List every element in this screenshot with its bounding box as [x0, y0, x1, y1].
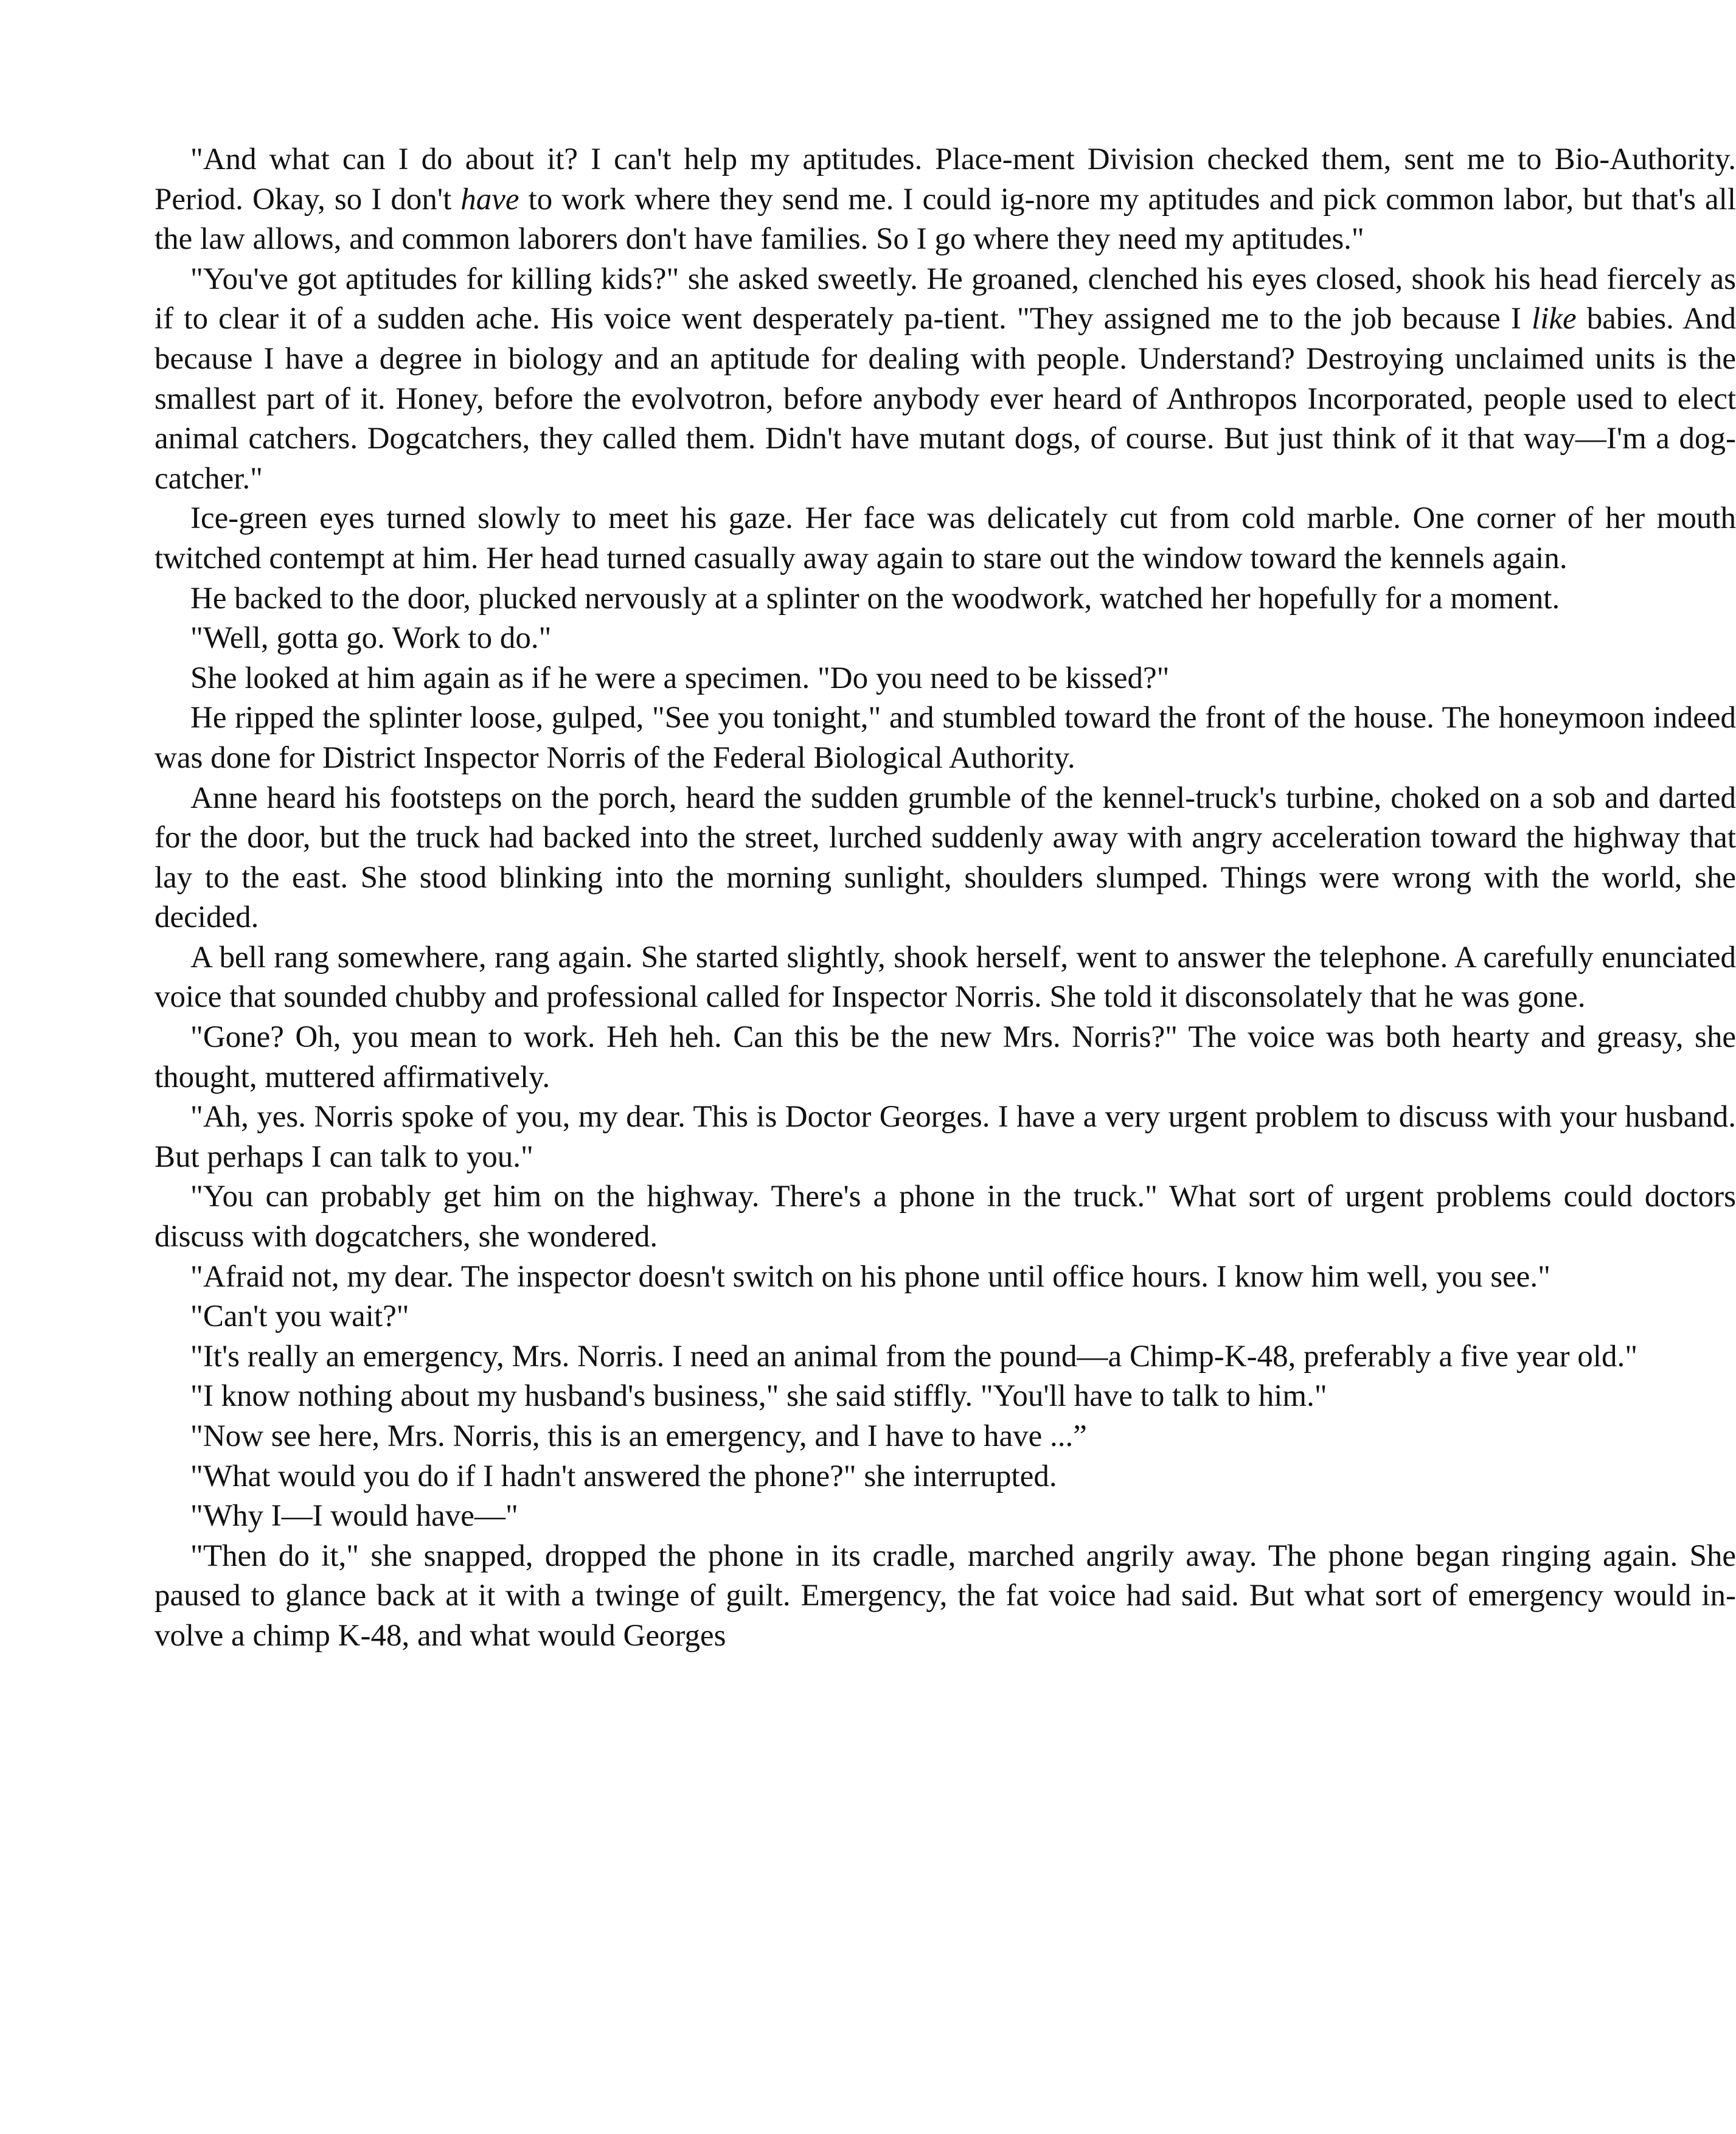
paragraph-9: A bell rang somewhere, rang again. She started slightly, shook herself, went to answer the telephone. A carefully enunciated voice that sounded chubby and professional called for Inspector Norris. She told it disconsolately that he was gone.: [155, 940, 1736, 1015]
paragraph-15: "It's really an emergency, Mrs. Norris. I need an animal from the pound—a Chimp-K-48, preferably a five year old.": [190, 1339, 1638, 1374]
paragraph-5: "Well, gotta go. Work to do.": [190, 621, 552, 656]
paragraph-11: "Ah, yes. Norris spoke of you, my dear. This is Doctor Georges. I have a very urgent problem to discuss with your husband. But perhaps I can talk to you.": [155, 1100, 1736, 1174]
paragraph-13: "Afraid not, my dear. The inspector doesn't switch on his phone until office hours. I know him well, you see.": [190, 1259, 1550, 1294]
paragraph-20: "Then do it," she snapped, dropped the phone in its cradle, marched angrily away. The phone began ringing again. She paused to glance back at it with a twinge of guilt. Emergency, the fat voice had said. But what sort of emergency would in-volve a chimp K-48, and what would Georges: [155, 1538, 1736, 1653]
paragraph-7: He ripped the splinter loose, gulped, "See you tonight," and stumbled toward the front of the house. The honeymoon indeed was done for District Inspector Norris of the Federal Biological Authority.: [155, 701, 1736, 775]
body-text: [155, 140, 1736, 1656]
paragraph-3: Ice-green eyes turned slowly to meet his gaze. Her face was delicately cut from cold marble. One corner of her mouth twitched contempt at him. Her head turned casually away again to stare out the window toward the kennels again.: [155, 501, 1736, 575]
paragraph-16: "I know nothing about my husband's business," she said stiffly. "You'll have to talk to him.": [190, 1379, 1327, 1414]
paragraph-6: She looked at him again as if he were a specimen. "Do you need to be kissed?": [190, 661, 1170, 695]
paragraph-2: "You've got aptitudes for killing kids?" she asked sweetly. He groaned, clenched his eyes closed, shook his head fiercely as if to clear it of a sudden ache. His voice went desperately pa-tient. "They assigned me to the job because I like babies. And because I have a degree in biology and an aptitude for dealing with people. Understand? Destroying unclaimed units is the smallest part of it. Honey, before the evolvotron, before anybody ever heard of Anthropos Incorporated, people used to elect animal catchers. Dogcatchers, they called them. Didn't have mutant dogs, of course. But just think of it that way—I'm a dog-catcher.": [155, 262, 1736, 496]
paragraph-4: He backed to the door, plucked nervously at a splinter on the woodwork, watched her hopefully for a moment.: [190, 581, 1560, 616]
paragraph-10: "Gone? Oh, you mean to work. Heh heh. Can this be the new Mrs. Norris?" The voice was both hearty and greasy, she thought, muttered affirmatively.: [155, 1020, 1736, 1094]
paragraph-17: "Now see here, Mrs. Norris, this is an emergency, and I have to have ...”: [190, 1419, 1087, 1453]
paragraph-18: "What would you do if I hadn't answered the phone?" she interrupted.: [190, 1459, 1057, 1493]
paragraph-14: "Can't you wait?": [190, 1299, 409, 1334]
paragraph-1: "And what can I do about it? I can't help my aptitudes. Place-ment Division checked them, sent me to Bio-Authority. Period. Okay, so I don't have to work where they send me. I could ig-nore my aptitudes and pick common labor, but that's all the law allows, and common laborers don't have families. So I go where they need my aptitudes.": [155, 142, 1736, 257]
paragraph-8: Anne heard his footsteps on the porch, heard the sudden grumble of the kennel-truck's turbine, choked on a sob and darted for the door, but the truck had backed into the street, lurched suddenly away with angry acceleration toward the highway that lay to the east. She stood blinking into the morning sunlight, shoulders slumped. Things were wrong with the world, she decided.: [155, 780, 1736, 935]
paragraph-12: "You can probably get him on the highway. There's a phone in the truck." What sort of urgent problems could doctors discuss with dogcatchers, she wondered.: [155, 1180, 1736, 1254]
paragraph-19: "Why I—I would have—": [190, 1499, 518, 1534]
